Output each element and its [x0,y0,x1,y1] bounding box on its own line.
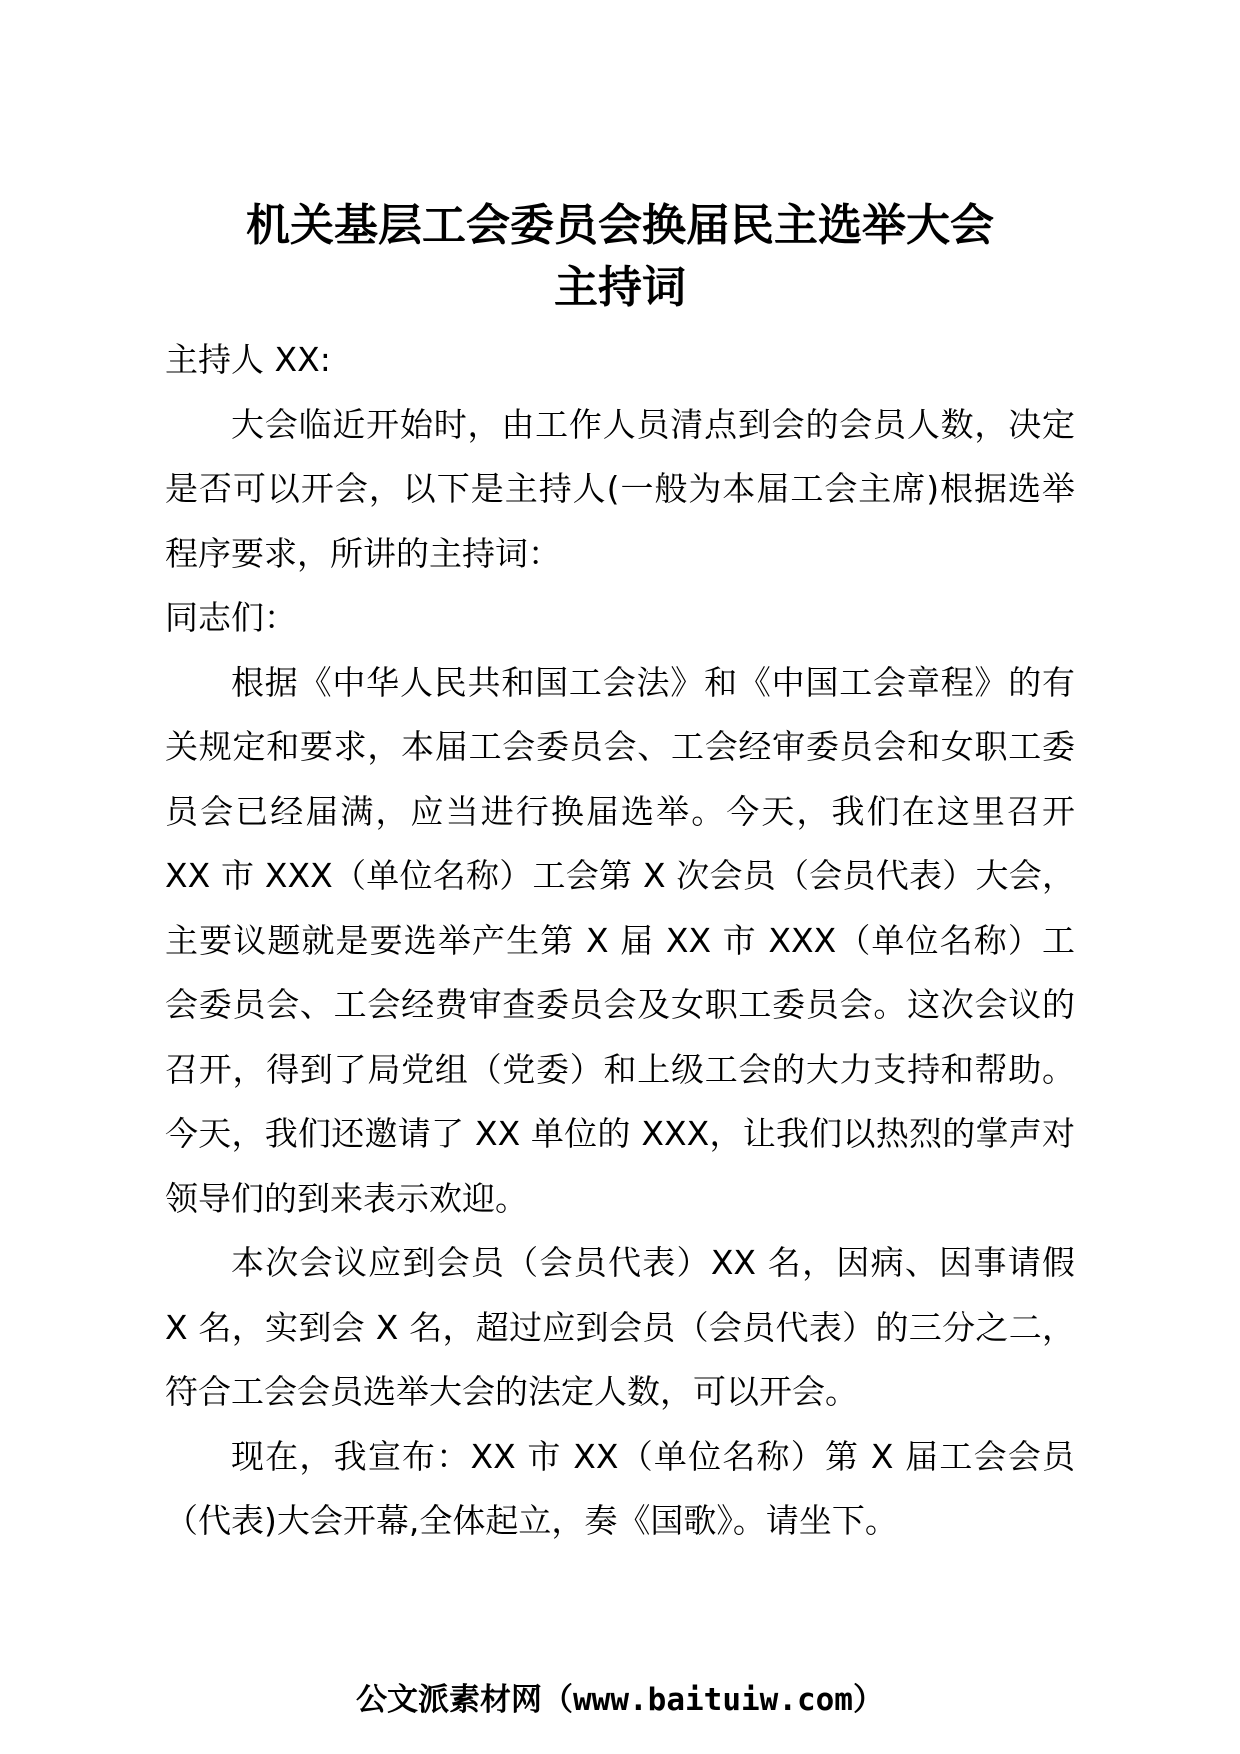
intro-paragraph: 大会临近开始时，由工作人员清点到会的会员人数，决定是否可以开会，以下是主持人(一般为本届工会主席)根据选举程序要求，所讲的主持词： [165,404,1075,573]
body-paragraph-attendance: 本次会议应到会员（会员代表）XX 名，因病、因事请假 X 名，实到会 X 名，超过应到会员（会员代表）的三分之二，符合工会会员选举大会的法定人数，可以开会。 [165,1243,1075,1411]
footer-watermark [0,1678,1240,1722]
body-paragraph-opening: 现在，我宣布：XX 市 XX（单位名称）第 X 届工会会员（代表)大会开幕,全体起立，奏《国歌》。请坐下。 [165,1436,1075,1540]
footer-site-name: 公文派素材网 [356,1682,543,1718]
document-body [165,328,1075,1554]
footer-url: （www.baituiw.com） [542,1682,884,1718]
document-title-line-2: 主持词 [554,262,686,313]
body-paragraph-purpose: 根据《中华人民共和国工会法》和《中国工会章程》的有关规定和要求，本届工会委员会、工会经审委员会和女职工委员会已经届满，应当进行换届选举。今天，我们在这里召开 XX 市 XXX（单位名称）工会第 X 次会员（会员代表）大会，主要议题就是要选举产生第 X 届 XX 市 XXX（单位名称）工会委员会、工会经费审查委员会及女职工委员会。这次会议的召开，得到了局党组（党委）和上级工会的大力支持和帮助。今天，我们还邀请了 XX 单位的 XXX，让我们以热烈的掌声对领导们的到来表示欢迎。 [165,662,1075,1218]
host-line: 主持人 XX: [165,340,331,379]
salutation: 同志们： [165,598,297,637]
document-title-line-1: 机关基层工会委员会换届民主选举大会 [246,200,994,251]
